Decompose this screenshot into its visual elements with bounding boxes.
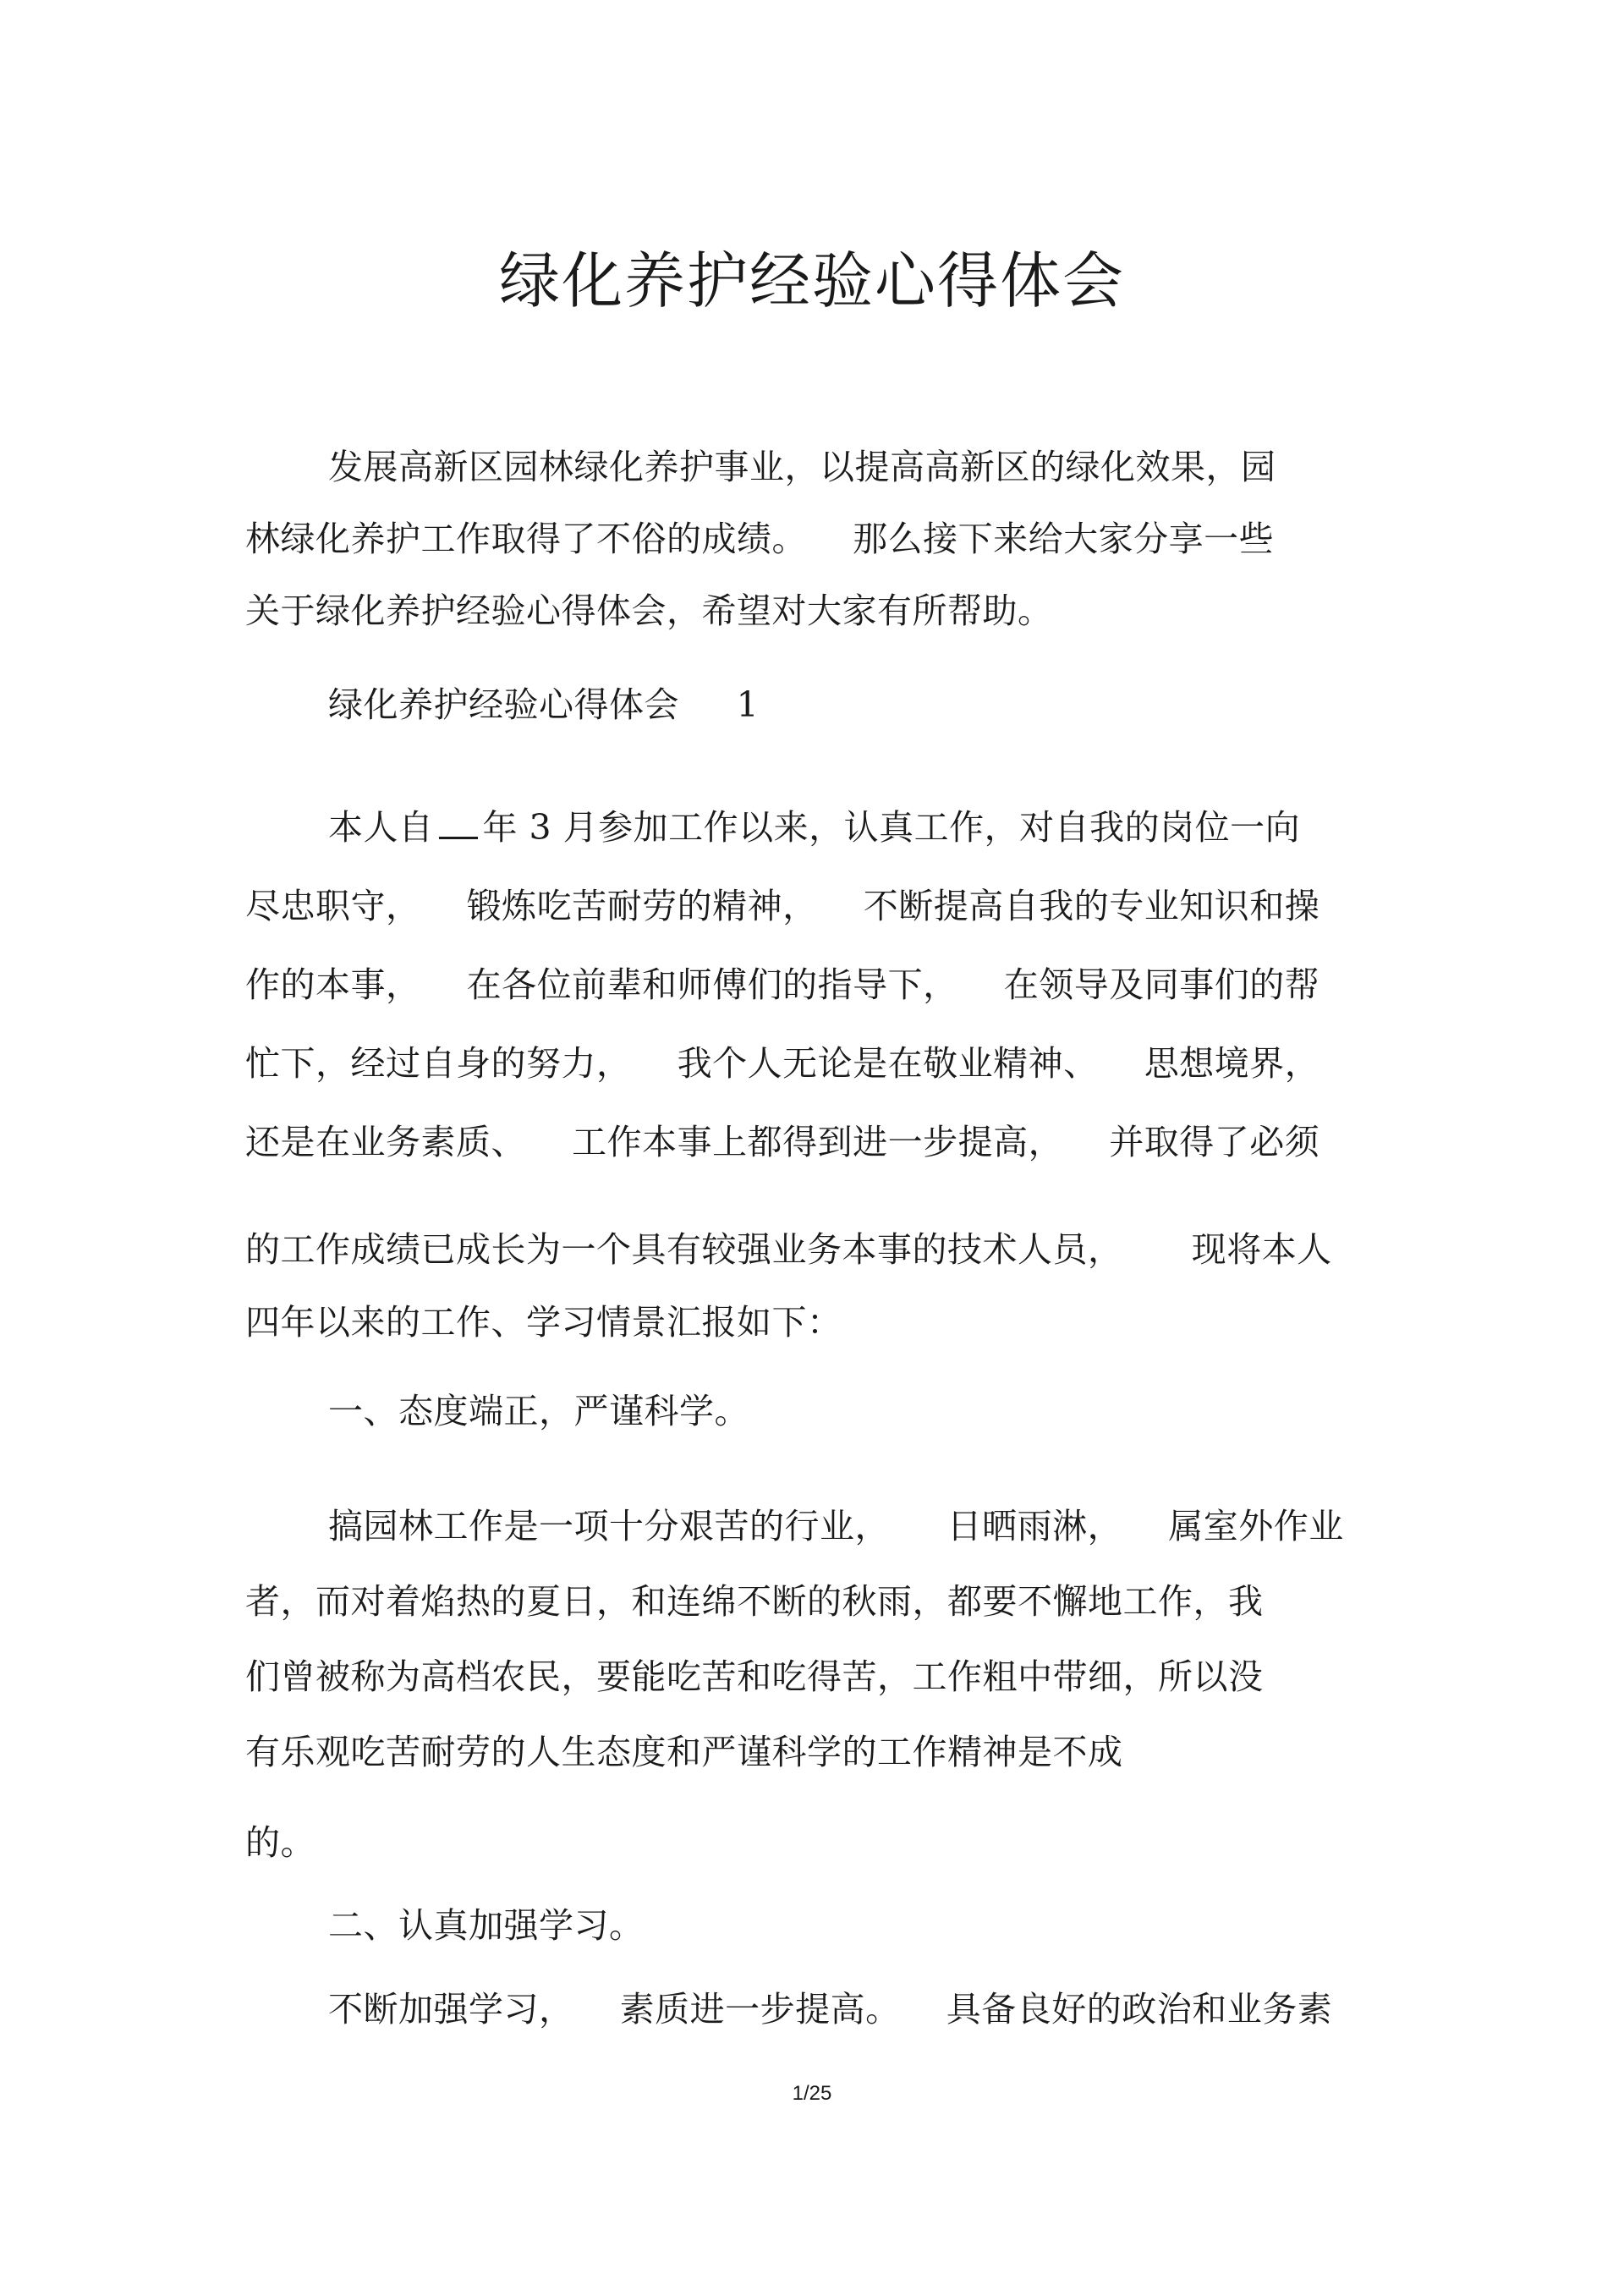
page-number: 1/25	[792, 2082, 832, 2105]
paragraph1-prefix: 本人自	[328, 807, 434, 848]
document-title: 绿化养护经验心得体会	[498, 245, 1125, 316]
blank-underline	[439, 833, 478, 839]
paragraph3-line-1: 搞园林工作是一项十分艰苦的行业， 日晒雨淋， 属室外作业	[328, 1506, 1344, 1546]
paragraph1-line-2: 尽忠职守， 锻炼吃苦耐劳的精神， 不断提高自我的专业知识和操	[245, 886, 1320, 926]
paragraph1-line-5: 还是在业务素质、 工作本事上都得到进一步提高， 并取得了必须	[245, 1122, 1320, 1162]
paragraph3-line-3: 们曾被称为高档农民，要能吃苦和吃得苦，工作粗中带细，所以没	[245, 1656, 1264, 1697]
paragraph1-suffix: 年 3 月参加工作以来，认真工作，对自我的岗位一向	[482, 807, 1301, 848]
heading-attitude: 一、态度端正，严谨科学。	[328, 1391, 749, 1431]
intro-line-2: 林绿化养护工作取得了不俗的成绩。 那么接下来给大家分享一些	[245, 519, 1275, 559]
paragraph1-line-4: 忙下，经过自身的努力， 我个人无论是在敬业精神、 思想境界，	[245, 1043, 1320, 1084]
paragraph3-line-4: 有乐观吃苦耐劳的人生态度和严谨科学的工作精神是不成	[245, 1732, 1123, 1772]
section-heading: 绿化养护经验心得体会 1	[328, 684, 760, 725]
paragraph2-line-1: 的工作成绩已成长为一个具有较强业务本事的技术人员， 现将本人	[245, 1229, 1332, 1270]
intro-line-1: 发展高新区园林绿化养护事业，以提高高新区的绿化效果，园	[328, 447, 1276, 487]
paragraph2-line-2: 四年以来的工作、学习情景汇报如下：	[245, 1302, 842, 1343]
paragraph3-line-2: 者，而对着焰热的夏日，和连绵不断的秋雨，都要不懈地工作，我	[245, 1581, 1264, 1622]
paragraph4-line-1: 不断加强学习， 素质进一步提高。 具备良好的政治和业务素	[328, 1989, 1333, 2030]
heading-study: 二、认真加强学习。	[328, 1905, 645, 1946]
intro-line-3: 关于绿化养护经验心得体会，希望对大家有所帮助。	[245, 590, 1053, 631]
paragraph3-end: 的。	[245, 1822, 315, 1863]
paragraph1-line-1	[328, 804, 1300, 851]
paragraph1-line-3: 作的本事， 在各位前辈和师傅们的指导下， 在领导及同事们的帮	[245, 964, 1320, 1005]
